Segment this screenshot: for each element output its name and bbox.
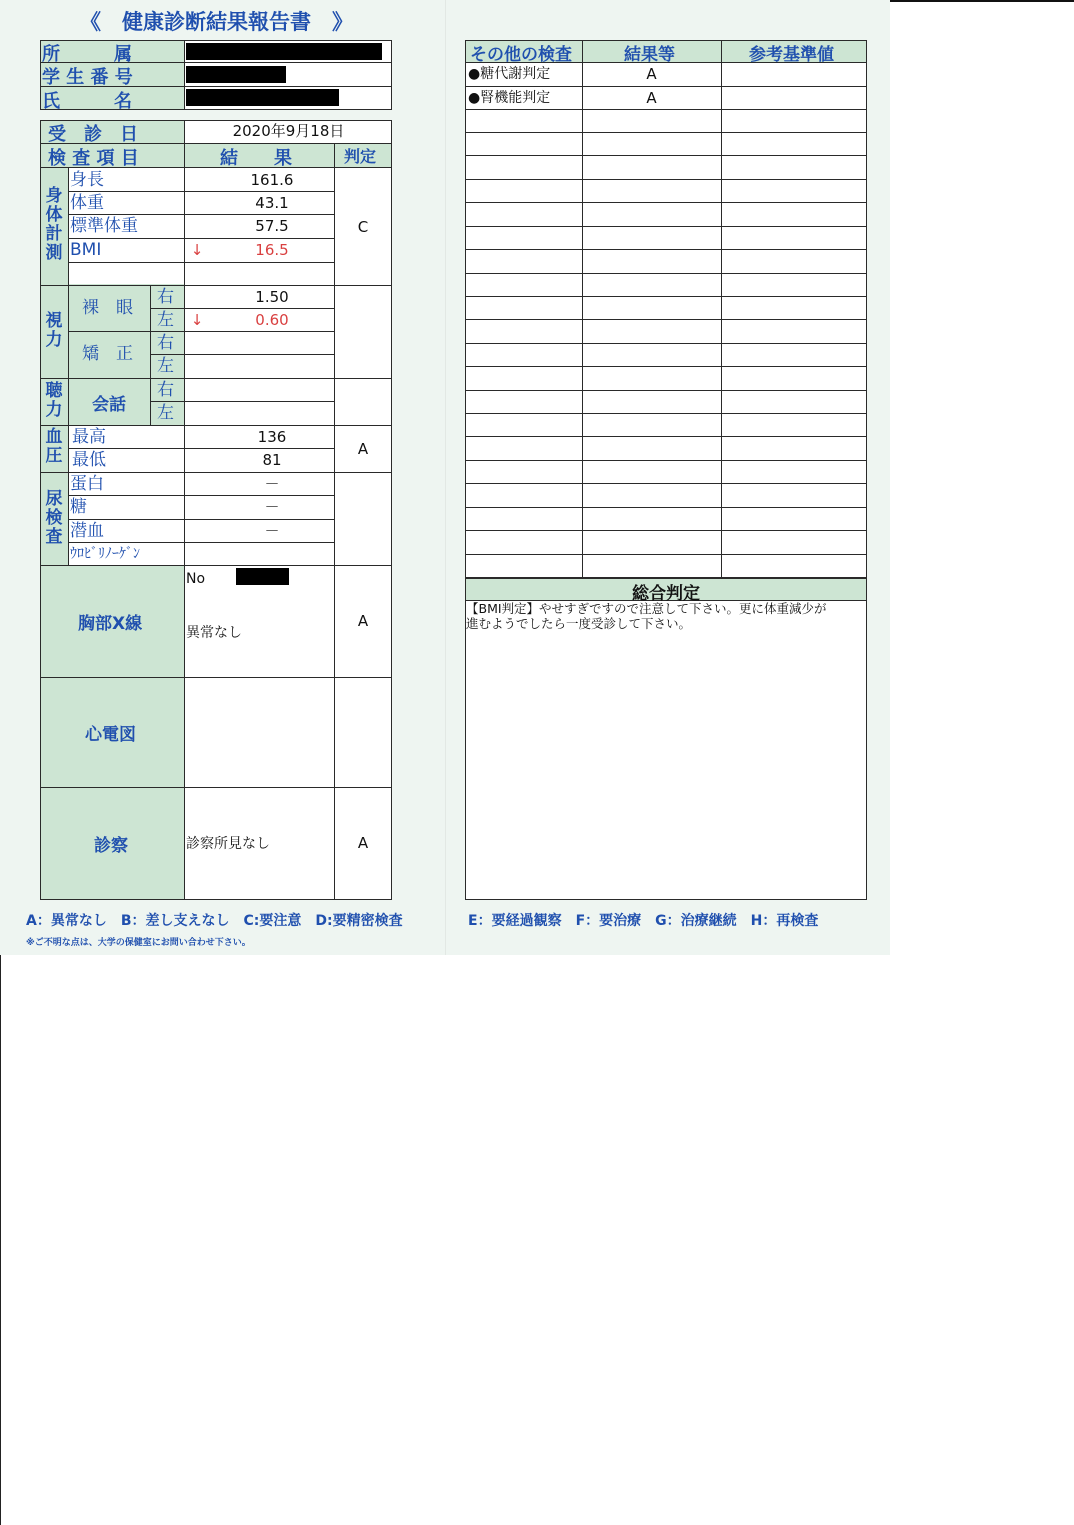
judgment-legend-e-h: E：要経過観察 F：要治療 G：治療継続 H：再検査 [468, 913, 819, 929]
affiliation-redaction [186, 43, 382, 60]
corrected-right-label: 右 [157, 333, 174, 353]
bp-high-value: 136 [257, 428, 287, 446]
ecg-label: 心電図 [85, 725, 136, 745]
naked-left-label: 左 [157, 310, 174, 330]
other-results-header: 結果等 [624, 45, 675, 65]
glucose-metabolism-value: A [646, 65, 657, 83]
height-label: 身長 [70, 170, 104, 190]
scan-edge-left [0, 955, 1, 1525]
xray-number-label: No [186, 571, 206, 587]
hearing-right-label: 右 [157, 380, 174, 400]
chest-xray-label: 胸部X線 [78, 614, 143, 634]
bp-low-value: 81 [262, 451, 282, 469]
urine-group-label: 尿検査 [45, 489, 63, 547]
weight-value: 43.1 [255, 194, 289, 212]
urine-sugar-value: － [264, 498, 280, 516]
body-measure-judge: C [357, 218, 369, 236]
hearing-group-label: 聴力 [45, 381, 63, 420]
bmi-value: 16.5 [255, 241, 289, 259]
chest-xray-judge: A [357, 612, 369, 630]
consultation-judge: A [357, 834, 369, 852]
corrected-left-label: 左 [157, 356, 174, 376]
body-measure-group-label: 身体計測 [45, 186, 63, 263]
height-value: 161.6 [250, 171, 294, 189]
urine-blood-value: － [264, 522, 280, 540]
xray-number-redaction [236, 568, 289, 585]
standard-weight-value: 57.5 [255, 217, 289, 235]
urine-protein-value: － [264, 475, 280, 493]
bp-high-label: 最高 [72, 427, 106, 447]
standard-weight-label: 標準体重 [70, 216, 138, 236]
weight-label: 体重 [70, 193, 104, 213]
kidney-function-label: ●腎機能判定 [468, 90, 551, 106]
contact-note: ※ご不明な点は、大学の保健室にお問い合わせ下さい。 [26, 938, 251, 948]
overall-comment-line2: 進むようでしたら一度受診して下さい。 [466, 616, 692, 631]
name-redaction [186, 89, 339, 106]
vision-group-label: 視力 [45, 311, 63, 350]
glucose-metabolism-label: ●糖代謝判定 [468, 66, 551, 82]
result-header: 結 果 [220, 148, 292, 169]
overall-label: 総合判定 [632, 584, 700, 604]
judgment-legend-a-d: A：異常なし B：差し支えなし C:要注意 D:要精密検査 [26, 913, 403, 929]
scan-edge-top [890, 0, 1074, 2]
bmi-label: BMI [70, 240, 102, 260]
item-header: 検 査 項 目 [48, 148, 139, 169]
fold-line [445, 0, 446, 955]
bp-low-label: 最低 [72, 450, 106, 470]
exam-date: 2020年9月18日 [232, 122, 345, 140]
corrected-label: 矯 正 [82, 344, 133, 364]
report-title: 《 健康診断結果報告書 》 [80, 10, 353, 34]
vision-naked-right-value: 1.50 [255, 288, 289, 306]
bmi-low-arrow-icon: ↓ [190, 241, 204, 259]
urine-sugar-label: 糖 [70, 497, 87, 517]
other-tests-header: その他の検査 [470, 45, 572, 65]
blood-pressure-judge: A [357, 440, 369, 458]
student-number-redaction [186, 66, 286, 83]
consultation-result: 診察所見なし [186, 836, 270, 852]
hearing-left-label: 左 [157, 403, 174, 423]
urine-protein-label: 蛋白 [70, 474, 104, 494]
urobilinogen-label: ｳﾛﾋﾞﾘﾉｰｹﾞﾝ [70, 546, 140, 562]
chest-xray-result: 異常なし [186, 625, 242, 641]
vision-naked-left-value: 0.60 [255, 311, 289, 329]
affiliation-label: 所 属 [42, 44, 132, 65]
urine-blood-label: 潜血 [70, 521, 104, 541]
vision-low-arrow-icon: ↓ [190, 311, 204, 329]
exam-date-label: 受 診 日 [48, 124, 138, 145]
consultation-label: 診察 [94, 836, 128, 856]
naked-eye-label: 裸 眼 [82, 298, 133, 318]
student-number-label: 学 生 番 号 [42, 67, 133, 88]
blood-pressure-group-label: 血圧 [45, 427, 63, 466]
other-tests-table [465, 40, 867, 578]
naked-right-label: 右 [157, 287, 174, 307]
overall-comment-line1: 【BMI判定】やせすぎですので注意して下さい。更に体重減少が [466, 601, 827, 616]
name-label: 氏 名 [42, 91, 132, 112]
conversation-label: 会話 [92, 395, 126, 415]
reference-values-header: 参考基準値 [749, 45, 834, 65]
judge-header: 判定 [344, 147, 377, 166]
kidney-function-value: A [646, 89, 657, 107]
